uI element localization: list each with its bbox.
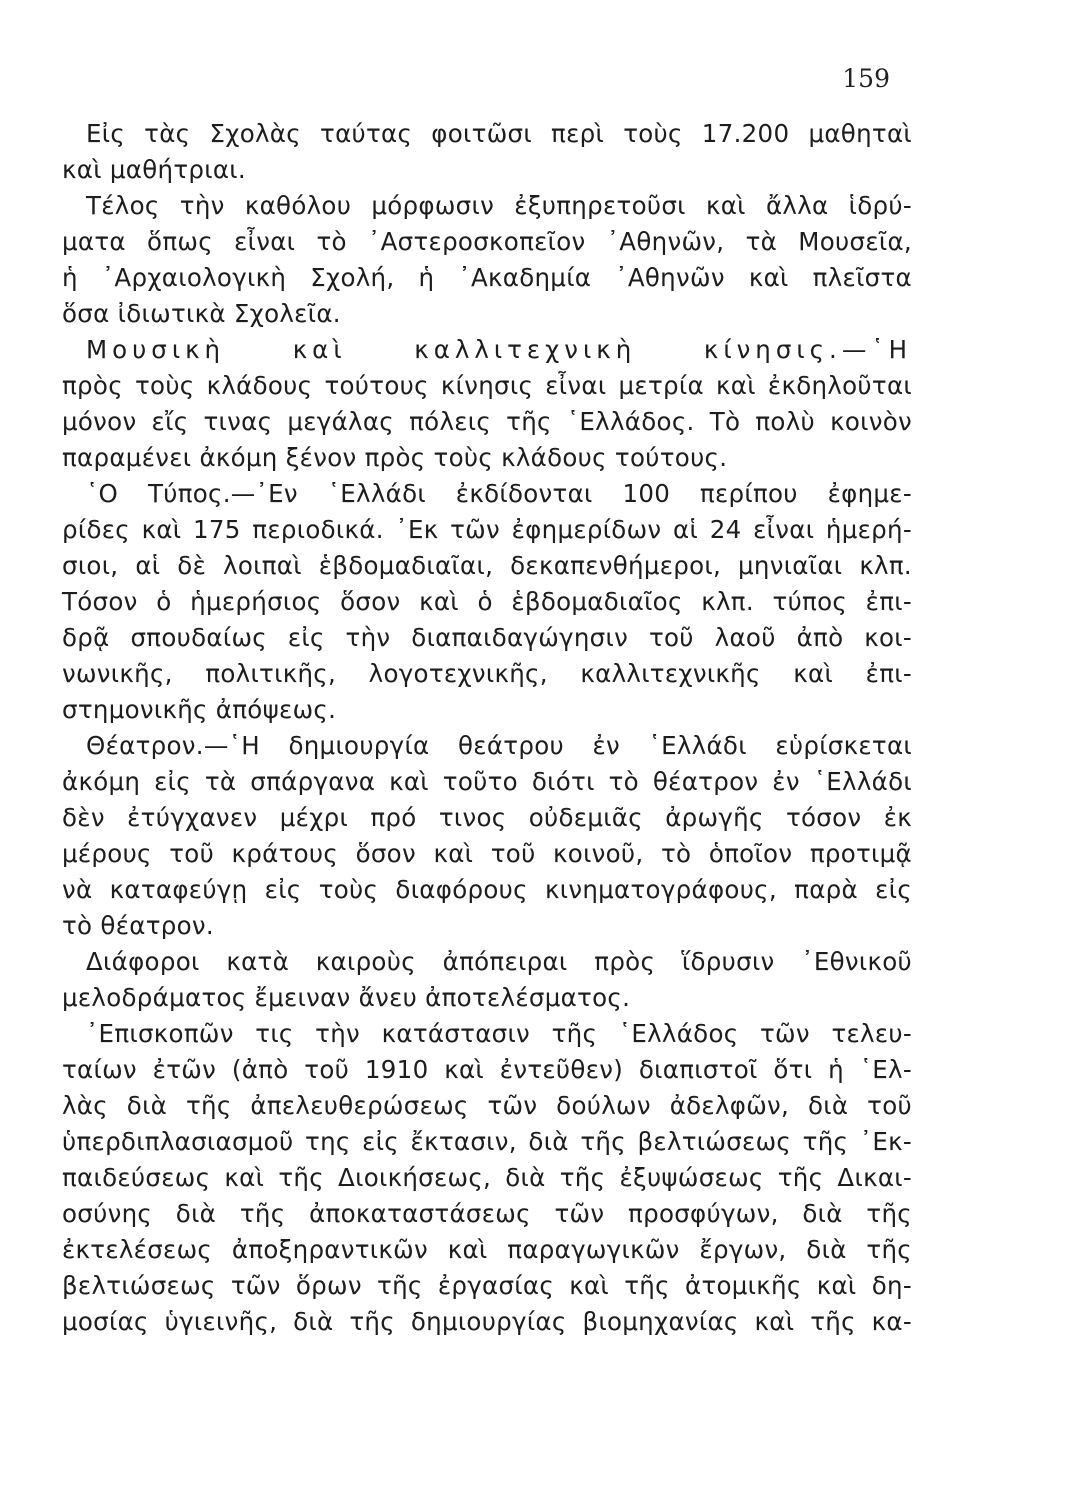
text-line: λὰς διὰ τῆς ἀπελευθερώσεως τῶν δούλων ἀδελφῶν, διὰ τοῦ xyxy=(62,1091,912,1120)
text-line: παιδεύσεως καὶ τῆς Διοικήσεως, διὰ τῆς ἐξυψώσεως τῆς Δικαι- xyxy=(62,1163,912,1192)
text-line: Μουσικὴ καὶ καλλιτεχνικὴ κίνησις.—῾Η xyxy=(86,335,912,364)
text-line: Τόσον ὁ ἡμερήσιος ὅσον καὶ ὁ ἑβδομαδιαῖος κλπ. τύπος ἐπι- xyxy=(62,587,912,616)
text-line: Τέλος τὴν καθόλου μόρφωσιν ἐξυπηρετοῦσι καὶ ἄλλα ἱδρύ- xyxy=(86,191,912,220)
text-line: παραμένει ἀκόμη ξένον πρὸς τοὺς κλάδους τούτους. xyxy=(62,443,728,472)
text-line: ταίων ἐτῶν (ἀπὸ τοῦ 1910 καὶ ἐντεῦθεν) διαπιστοῖ ὅτι ἡ ῾Ελ- xyxy=(62,1055,912,1084)
text-line: τὸ θέατρον. xyxy=(62,911,214,940)
text-line: Διάφοροι κατὰ καιροὺς ἀπόπειραι πρὸς ἵδρυσιν ᾿Εθνικοῦ xyxy=(86,947,912,976)
text-line: μόνον εἴς τινας μεγάλας πόλεις τῆς ῾Ελλάδος. Τὸ πολὺ κοινὸν xyxy=(62,407,912,436)
text-line: Εἰς τὰς Σχολὰς ταύτας φοιτῶσι περὶ τοὺς 17.200 μαθηταὶ xyxy=(86,119,912,148)
text-line: νωνικῆς, πολιτικῆς, λογοτεχνικῆς, καλλιτεχνικῆς καὶ ἐπι- xyxy=(62,659,912,688)
text-line: σιοι, αἱ δὲ λοιπαὶ ἑβδομαδιαῖαι, δεκαπενθήμεροι, μηνιαῖαι κλπ. xyxy=(62,551,912,580)
text-line: νὰ καταφεύγῃ εἰς τοὺς διαφόρους κινηματογράφους, παρὰ εἰς xyxy=(62,875,912,904)
text-line: ἐκτελέσεως ἀποξηραντικῶν καὶ παραγωγικῶν ἔργων, διὰ τῆς xyxy=(62,1235,912,1264)
text-line: στημονικῆς ἀπόψεως. xyxy=(62,695,337,724)
text-line: καὶ μαθήτριαι. xyxy=(62,155,246,184)
text-line: ῾Ο Τύπος.—᾿Εν ῾Ελλάδι ἐκδίδονται 100 περίπου ἐφημε- xyxy=(86,479,912,508)
text-line: βελτιώσεως τῶν ὅρων τῆς ἐργασίας καὶ τῆς ἀτομικῆς καὶ δη- xyxy=(62,1271,912,1300)
text-line: ρίδες καὶ 175 περιοδικά. ᾿Εκ τῶν ἐφημερίδων αἱ 24 εἶναι ἡμερή- xyxy=(62,515,912,544)
text-line: δὲν ἐτύγχανεν μέχρι πρό τινος οὐδεμιᾶς ἀρωγῆς τόσον ἐκ xyxy=(62,803,912,832)
text-line: μέρους τοῦ κράτους ὅσον καὶ τοῦ κοινοῦ, τὸ ὁποῖον προτιμᾷ xyxy=(62,839,912,868)
text-line: ἡ ᾿Αρχαιολογικὴ Σχολή, ἡ ᾿Ακαδημία ᾿Αθηνῶν καὶ πλεῖστα xyxy=(62,263,912,292)
page-number: 159 xyxy=(842,64,890,93)
text-line: ἀκόμη εἰς τὰ σπάργανα καὶ τοῦτο διότι τὸ θέατρον ἐν ῾Ελλάδι xyxy=(62,767,912,796)
text-line: πρὸς τοὺς κλάδους τούτους κίνησις εἶναι μετρία καὶ ἐκδηλοῦται xyxy=(62,371,912,400)
text-line: Θέατρον.—῾Η δημιουργία θεάτρου ἐν ῾Ελλάδι εὑρίσκεται xyxy=(86,731,912,760)
text-line: ὅσα ἰδιωτικὰ Σχολεῖα. xyxy=(62,299,341,328)
text-line: μελοδράματος ἔμειναν ἄνευ ἀποτελέσματος. xyxy=(62,983,631,1012)
text-line: ᾿Επισκοπῶν τις τὴν κατάστασιν τῆς ῾Ελλάδος τῶν τελευ- xyxy=(86,1019,912,1048)
text-line: δρᾷ σπουδαίως εἰς τὴν διαπαιδαγώγησιν τοῦ λαοῦ ἀπὸ κοι- xyxy=(62,623,912,652)
text-line: οσύνης διὰ τῆς ἀποκαταστάσεως τῶν προσφύγων, διὰ τῆς xyxy=(62,1199,912,1228)
text-line: μοσίας ὑγιεινῆς, διὰ τῆς δημιουργίας βιομηχανίας καὶ τῆς κα- xyxy=(62,1307,912,1336)
text-line: ὑπερδιπλασιασμοῦ της εἰς ἔκτασιν, διὰ τῆς βελτιώσεως τῆς ᾿Εκ- xyxy=(62,1127,912,1156)
text-line: ματα ὅπως εἶναι τὸ ᾿Αστεροσκοπεῖον ᾿Αθηνῶν, τὰ Μουσεῖα, xyxy=(62,227,912,256)
